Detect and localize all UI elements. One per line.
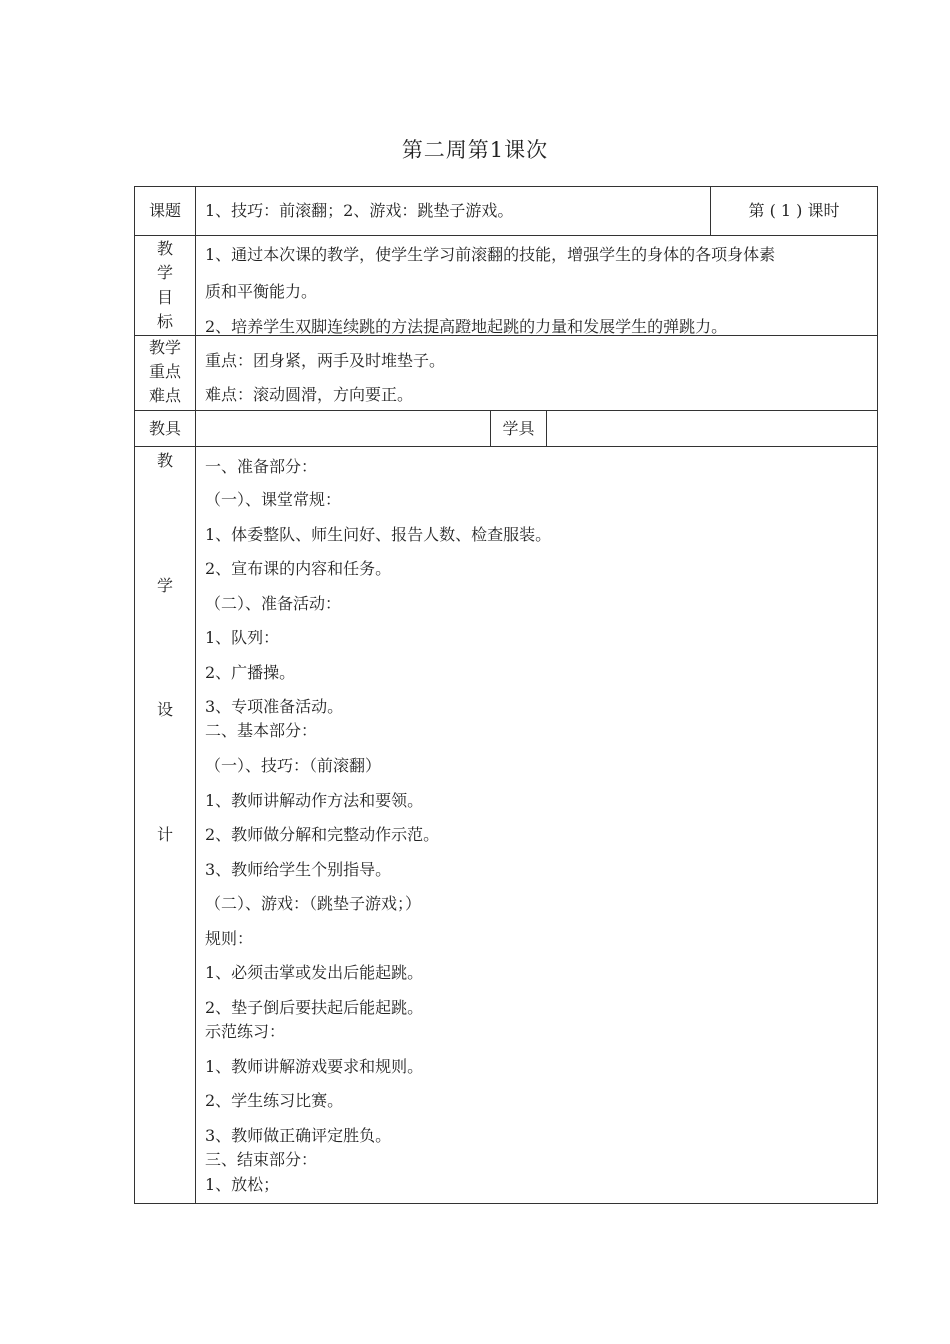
teacher-tools-label: 教具	[148, 419, 181, 438]
key-label-line: 重点	[148, 362, 181, 381]
design-label-char: 计	[156, 825, 173, 844]
goal-label-char: 标	[156, 312, 173, 331]
tools-column-divider	[546, 410, 547, 446]
difficulty-point: 难点：滚动圆滑，方向要正。	[205, 385, 414, 404]
design-line: 1、必须击掌或发出后能起跳。	[205, 963, 424, 982]
design-line: 规则：	[205, 929, 254, 948]
design-line: 三、结束部分：	[205, 1150, 318, 1169]
row-divider	[135, 410, 877, 411]
row-divider	[135, 446, 877, 447]
design-line: 2、宣布课的内容和任务。	[205, 559, 392, 578]
period-label: 第 ( 1 ) 课时	[748, 201, 840, 220]
design-line: （二）、准备活动：	[205, 594, 342, 613]
design-line: 1、教师讲解动作方法和要领。	[205, 791, 424, 810]
design-line: 二、基本部分：	[205, 721, 318, 740]
design-label-char: 设	[156, 700, 173, 719]
topic-content: 1、技巧：前滚翻；2、游戏：跳垫子游戏。	[205, 201, 514, 220]
design-line: 3、教师做正确评定胜负。	[205, 1126, 392, 1145]
design-line: （二）、游戏：（跳垫子游戏；）	[205, 894, 422, 913]
design-line: （一）、技巧：（前滚翻）	[205, 756, 382, 775]
design-line: 一、准备部分：	[205, 457, 318, 476]
design-line: 1、体委整队、师生问好、报告人数、检查服装。	[205, 525, 552, 544]
goal-line: 质和平衡能力。	[205, 282, 318, 301]
key-label-line: 教学	[148, 338, 181, 357]
design-line: 2、教师做分解和完整动作示范。	[205, 825, 440, 844]
goal-line: 1、通过本次课的教学，使学生学习前滚翻的技能，增强学生的身体的各项身体素	[205, 245, 776, 264]
label-column-divider	[195, 187, 196, 1203]
row-divider	[135, 235, 877, 236]
topic-label: 课题	[148, 201, 181, 220]
goal-line: 2、培养学生双脚连续跳的方法提高蹬地起跳的力量和发展学生的弹跳力。	[205, 317, 728, 336]
design-line: 1、队列：	[205, 628, 280, 647]
design-line: 2、学生练习比赛。	[205, 1091, 344, 1110]
design-line: 3、教师给学生个别指导。	[205, 860, 392, 879]
goal-label-char: 学	[156, 263, 173, 282]
design-line: 2、垫子倒后要扶起后能起跳。	[205, 998, 424, 1017]
design-line: 3、专项准备活动。	[205, 697, 344, 716]
key-point: 重点：团身紧，两手及时堆垫子。	[205, 351, 446, 370]
design-label-char: 学	[156, 576, 173, 595]
goal-label-char: 教	[156, 239, 173, 258]
design-line: 2、广播操。	[205, 663, 296, 682]
design-line: 1、放松；	[205, 1175, 280, 1194]
design-label-char: 教	[156, 451, 173, 470]
design-line: 1、教师讲解游戏要求和规则。	[205, 1057, 424, 1076]
goal-label-char: 目	[156, 288, 173, 307]
design-line: （一）、课堂常规：	[205, 490, 342, 509]
page-title: 第二周第1课次	[401, 138, 549, 162]
lesson-plan-table	[134, 186, 878, 1204]
key-label-line: 难点	[148, 386, 181, 405]
student-tools-label: 学具	[502, 419, 535, 438]
design-line: 示范练习：	[205, 1022, 286, 1041]
